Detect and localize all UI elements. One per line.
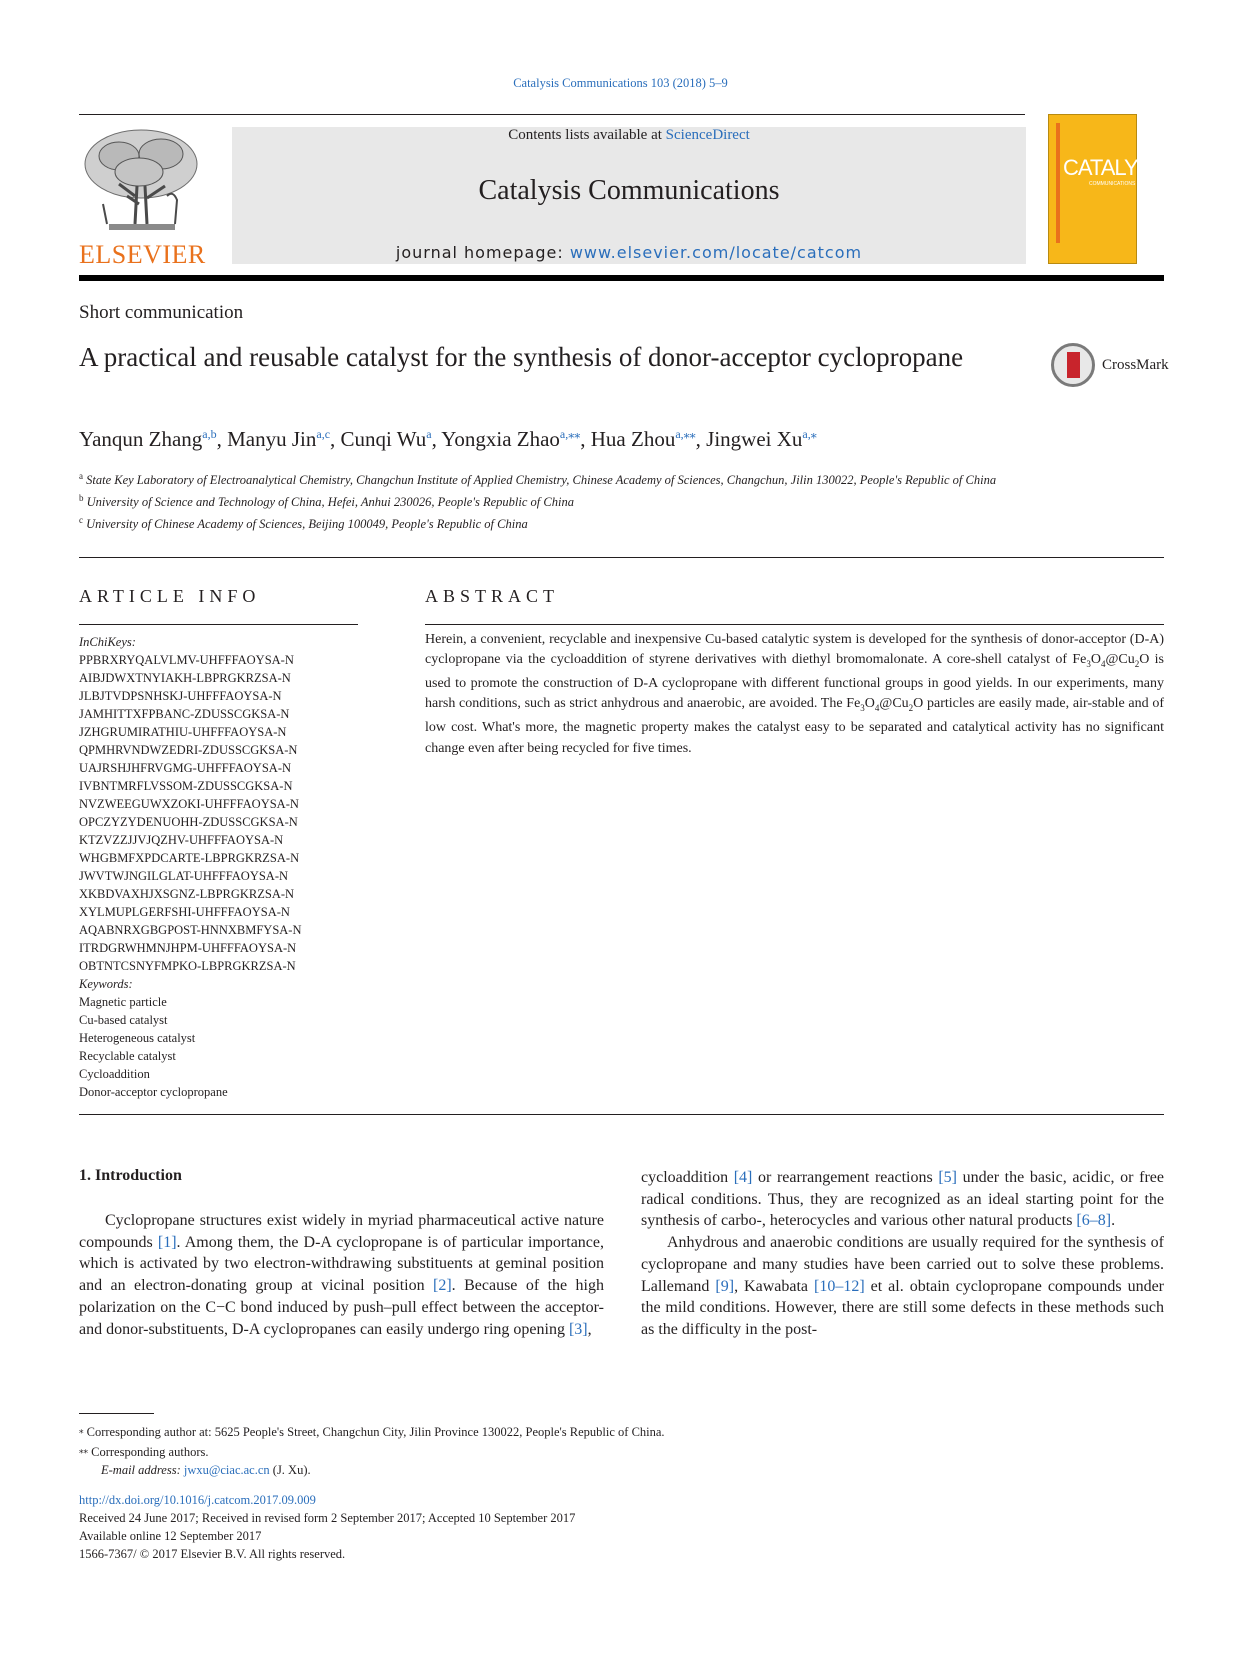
citation-link[interactable]: [2] xyxy=(433,1277,452,1295)
keywords-label: Keywords: xyxy=(79,977,133,991)
inchikey-item: XYLMUPLGERFSHI-UHFFFAOYSA-N xyxy=(79,905,290,919)
affiliation: $^b$ University of Science and Technology of China, Hefei, Anhui 230026, People's Republic of China xyxy=(79,493,574,510)
article-info-rule xyxy=(79,624,358,625)
contents-line xyxy=(232,127,1026,144)
cover-title: CATALYSIS xyxy=(1063,155,1171,180)
article-info-heading: ARTICLE INFO xyxy=(79,586,261,606)
abstract-heading: ABSTRACT xyxy=(425,586,560,606)
journal-title: Catalysis Communications xyxy=(478,175,780,206)
inchikey-list xyxy=(79,651,379,975)
author[interactable]: Hua Zhou$^{a,⁎⁎}$ xyxy=(590,427,696,451)
author[interactable]: Yanqun Zhang$^{a,b}$ xyxy=(79,427,217,451)
citation-link[interactable]: [5] xyxy=(938,1169,957,1186)
corresponding-authors-footnote: ⁎⁎ Corresponding authors. xyxy=(79,1445,209,1459)
affiliations xyxy=(79,467,1009,533)
cover-subtitle: COMMUNICATIONS xyxy=(1089,181,1136,187)
body-column-right xyxy=(641,1167,1164,1341)
citation-link[interactable]: [3] xyxy=(568,1320,588,1338)
email-footnote: E-mail address: jwxu@ciac.ac.cn (J. Xu). xyxy=(101,1463,311,1477)
inchikey-item: QPMHRVNDWZEDRI-ZDUSSCGKSA-N xyxy=(79,743,298,757)
inchikey-item: JZHGRUMIRATHIU-UHFFFAOYSA-N xyxy=(79,725,287,739)
subscript: 3 xyxy=(860,703,865,714)
homepage-link[interactable]: www.elsevier.com/locate/catcom xyxy=(569,243,863,262)
journal-banner xyxy=(232,127,1026,264)
elsevier-tree-icon xyxy=(79,126,204,236)
crossmark-label: CrossMark xyxy=(1102,357,1169,373)
elsevier-wordmark: ELSEVIER xyxy=(79,240,206,269)
history: Received 24 June 2017; Received in revised form 2 September 2017; Accepted 10 September 2017 xyxy=(79,1511,576,1525)
introduction-heading: 1. Introduction xyxy=(79,1167,182,1184)
masthead-thick-rule xyxy=(79,275,1164,281)
corresponding-footnote: ⁎ Corresponding author at: 5625 People's Street, Changchun City, Jilin Province 130022, People's Republic of China. xyxy=(79,1425,665,1439)
citation-link[interactable]: [6–8] xyxy=(1076,1212,1112,1230)
inchikeys-label: InChiKeys: xyxy=(79,635,136,649)
keyword-item: Heterogeneous catalyst xyxy=(79,1031,196,1045)
running-head[interactable]: Catalysis Communications 103 (2018) 5–9 xyxy=(513,76,728,90)
homepage-prefix: journal homepage: xyxy=(395,243,570,262)
subscript: 3 xyxy=(1086,659,1091,669)
footnotes xyxy=(79,1421,1164,1479)
online-date: Available online 12 September 2017 xyxy=(79,1529,262,1543)
citation-link[interactable]: [9] xyxy=(715,1277,735,1295)
paragraph: Cyclopropane structures exist widely in myriad pharmaceutical active nature compounds [1]. Among them, the D-A cyclopropane is of particular importance, which is activated by two electron-withdrawing substituents at geminal position and an electron-donating group at vicinal position [2]. Because of the high polarization on the C−C bond induced by push–pull effect between the acceptor- and donor-substituents, D-A cyclopropanes can easily undergo ring opening [3], xyxy=(79,1212,605,1338)
inchikey-item: UAJRSHJHFRVGMG-UHFFFAOYSA-N xyxy=(79,761,292,775)
footnote-rule xyxy=(79,1413,154,1414)
article-title: A practical and reusable catalyst for the synthesis of donor-acceptor cyclopropane xyxy=(79,342,964,372)
subscript: 4 xyxy=(1100,659,1106,669)
inchikey-item: JWVTWJNGILGLAT-UHFFFAOYSA-N xyxy=(79,869,289,883)
copyright: 1566-7367/ © 2017 Elsevier B.V. All rights reserved. xyxy=(79,1547,346,1561)
section-rule xyxy=(79,557,1164,558)
keyword-item: Cycloaddition xyxy=(79,1067,150,1081)
cover-band xyxy=(1056,123,1060,243)
article-info-list xyxy=(79,633,379,1101)
citation-link[interactable]: [4] xyxy=(733,1169,753,1186)
body-column-left xyxy=(79,1210,604,1340)
paragraph: cycloaddition [4] or rearrangement reactions [5] under the basic, acidic, or free radical conditions. Thus, they are recognized as an ideal starting point for the synthesis of carbo-, heterocycles and various other natural products [6–8]. xyxy=(641,1169,1164,1230)
inchikey-item: IVBNTMRFLVSSOM-ZDUSSCGKSA-N xyxy=(79,779,293,793)
keyword-item: Cu-based catalyst xyxy=(79,1013,168,1027)
citation-link[interactable]: [1] xyxy=(157,1233,177,1251)
author[interactable]: Manyu Jin$^{a,c}$ xyxy=(227,427,331,451)
header-rule xyxy=(79,114,1025,115)
subscript: 2 xyxy=(908,703,914,714)
author[interactable]: Jingwei $Xu^{a,⁎}$ xyxy=(706,427,817,451)
inchikey-item: XKBDVAXHJXSGNZ-LBPRGKRZSA-N xyxy=(79,887,295,901)
inchikey-item: AIBJDWXTNYIAKH-LBPRGKRZSA-N xyxy=(79,671,291,685)
inchikey-item: AQABNRXGBGPOST-HNNXBMFYSA-N xyxy=(79,923,302,937)
subscript: 4 xyxy=(874,703,880,714)
homepage-line xyxy=(232,243,1026,262)
crossmark-icon xyxy=(1051,343,1095,387)
keyword-list xyxy=(79,993,379,1101)
journal-cover-thumbnail[interactable] xyxy=(1048,114,1171,264)
publication-info xyxy=(79,1491,1164,1563)
inchikey-item: WHGBMFXPDCARTE-LBPRGKRZSA-N xyxy=(79,851,300,865)
author[interactable]: Yongxia Zhao$^{a,⁎⁎}$ xyxy=(441,427,581,451)
inchikey-item: JLBJTVDPSNHSKJ-UHFFFAOYSA-N xyxy=(79,689,282,703)
abstract-text: Herein, a convenient, recyclable and inexpensive Cu-based catalytic system is developed for the synthesis of donor-acceptor (D-A) cyclopropane via the cycloaddition of styrene derivatives with diethyl bromomalonate. A core-shell catalyst of $Fe_3O_4@Cu_2O$ is used to promote the construction of D-A cyclopropane with different functional groups in good yields. In our experiments, many harsh conditions, such as strict anhydrous and anaerobic, are avoided. The $Fe_3O_4@Cu_2O$ particles are easily made, air-stable and of low cost. What's more, the magnetic property makes the catalyst easy to be separated and catalytical activity has no significant change even after being recycled for five times. xyxy=(425,632,1165,756)
inchikey-item: ITRDGRWHMNJHPM-UHFFFAOYSA-N xyxy=(79,941,297,955)
elsevier-logo[interactable] xyxy=(79,126,206,269)
doi-link[interactable]: http://dx.doi.org/10.1016/j.catcom.2017.09.009 xyxy=(79,1493,316,1507)
author[interactable]: Cunqi Wu$^a$ xyxy=(340,427,432,451)
article-type: Short communication xyxy=(79,302,244,323)
section-rule xyxy=(79,1114,1164,1115)
keyword-item: Magnetic particle xyxy=(79,995,167,1009)
affiliation: $^a$ State Key Laboratory of Electroanalytical Chemistry, Changchun Institute of Applied Chemistry, Chinese Academy of Sciences, Changchun, Jilin 130022, People's Republic of China xyxy=(79,471,997,488)
inchikey-item: OBTNTCSNYFMPKO-LBPRGKRZSA-N xyxy=(79,959,296,973)
keyword-item: Donor-acceptor cyclopropane xyxy=(79,1085,228,1099)
abstract-rule xyxy=(425,624,1164,625)
keyword-item: Recyclable catalyst xyxy=(79,1049,176,1063)
crossmark-badge[interactable] xyxy=(1051,343,1176,391)
inchikey-item: OPCZYZYDENUOHH-ZDUSSCGKSA-N xyxy=(79,815,298,829)
inchikey-item: PPBRXRYQALVLMV-UHFFFAOYSA-N xyxy=(79,653,294,667)
paragraph: Anhydrous and anaerobic conditions are usually required for the synthesis of cyclopropane and many studies have been carried out to solve these problems. Lallemand [9], Kawabata [10–12] et al. obtain cyclopropane compounds under the mild conditions. However, there are still some defects in these methods such as the difficulty in the post- xyxy=(641,1234,1165,1338)
sciencedirect-link[interactable]: ScienceDirect xyxy=(665,127,750,143)
contents-prefix: Contents lists available at xyxy=(508,127,666,143)
author-list: Yanqun Zhang$^{a,b}$, Manyu Jin$^{a,c}$, Cunqi Wu$^a$, Yongxia Zhao$^{a,⁎⁎}$, Hua Zhou$^{a,⁎⁎}$, Jingwei $Xu^{a,⁎}$ xyxy=(79,427,817,451)
inchikey-item: NVZWEEGUWXZOKI-UHFFFAOYSA-N xyxy=(79,797,299,811)
inchikey-item: JAMHITTXFPBANC-ZDUSSCGKSA-N xyxy=(79,707,290,721)
subscript: 2 xyxy=(1134,659,1140,669)
citation-link[interactable]: [10–12] xyxy=(814,1277,865,1295)
email-link[interactable]: jwxu@ciac.ac.cn xyxy=(183,1463,270,1477)
inchikey-item: KTZVZZJJVJQZHV-UHFFFAOYSA-N xyxy=(79,833,284,847)
affiliation: $^c$ University of Chinese Academy of Sciences, Beijing 100049, People's Republic of China xyxy=(79,515,528,532)
